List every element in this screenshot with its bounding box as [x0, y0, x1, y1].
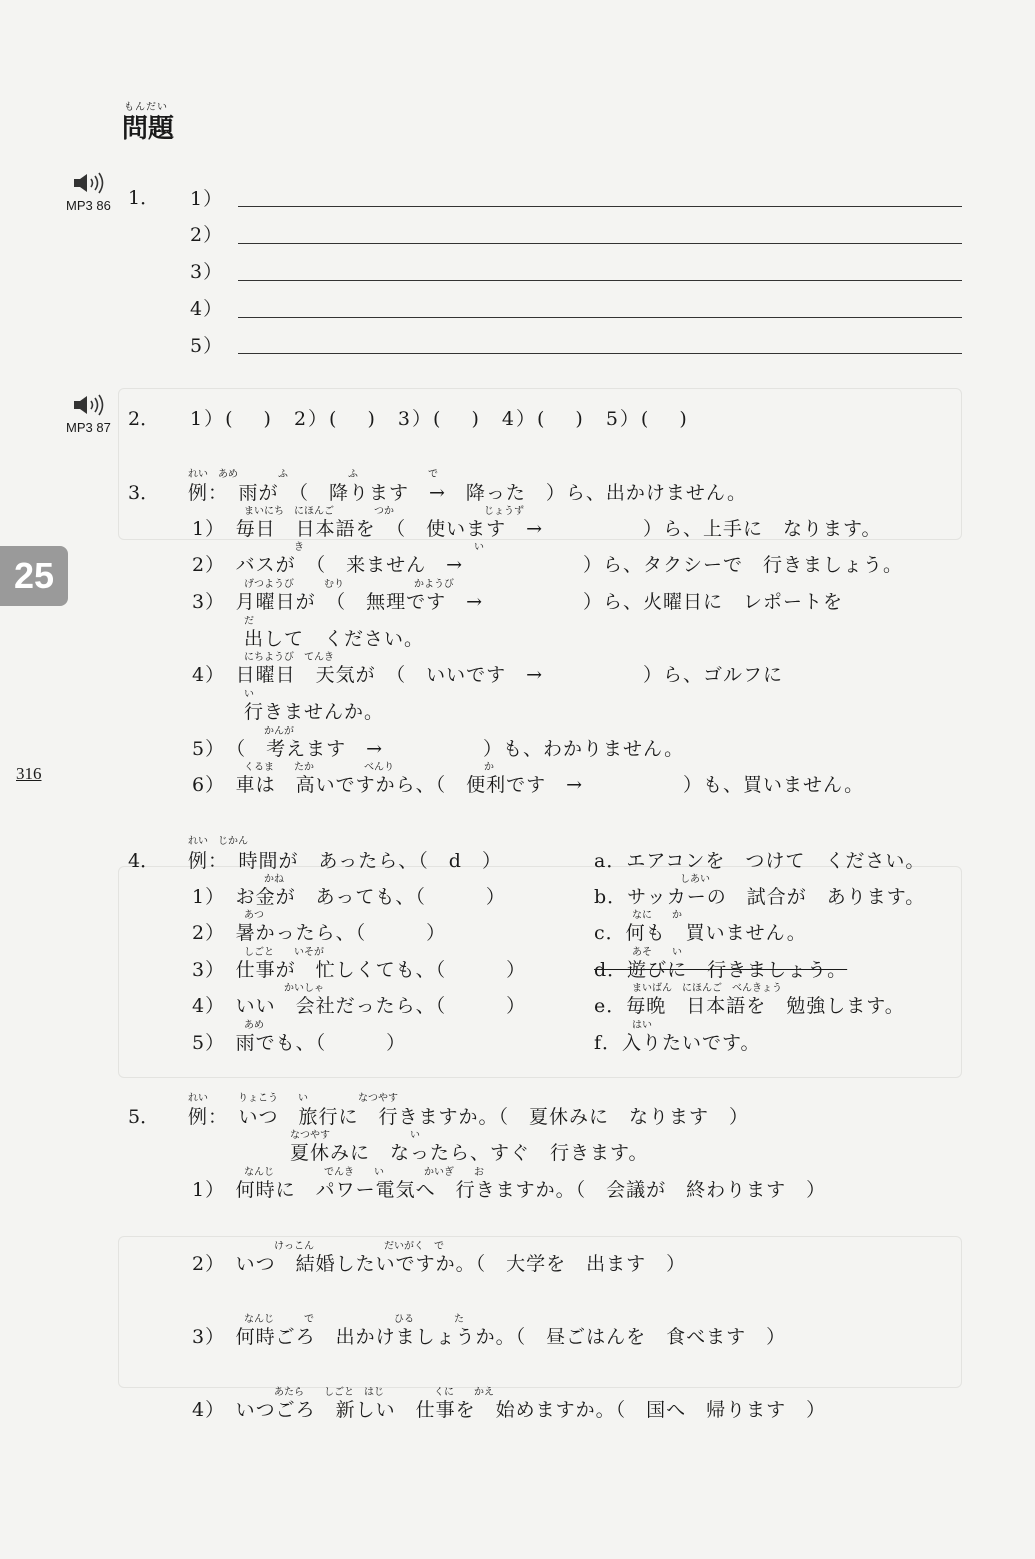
exercise-line: 4） 日曜日 天気が （ いいです → ）ら、ゴルフに [192, 664, 784, 686]
furigana: あそ い [632, 947, 682, 958]
exercise-line: 行きませんか。 [244, 701, 385, 723]
answer-item-label: 4） [190, 298, 224, 320]
exercise-line: 1） 毎日 日本語を （ 使います → ）ら、上手に なります。 [192, 518, 882, 540]
page-title: 問題 [122, 114, 175, 144]
speaker-icon[interactable] [72, 172, 112, 194]
furigana: はい [632, 1020, 652, 1031]
exercise-line: 2） バスが （ 来ません → ）ら、タクシーで 行きましょう。 [192, 554, 904, 576]
furigana: しあい [620, 874, 710, 885]
match-left-item: 例： 時間が あったら、（ d ） [188, 850, 502, 872]
answer-item-label: 3） [190, 261, 224, 283]
question-number: 1． [128, 187, 160, 209]
match-right-item: b．サッカーの 試合が あります。 [594, 886, 926, 908]
question-number: 3． [128, 482, 160, 504]
furigana: げつようび むり かようび [244, 579, 454, 590]
furigana: けっこん だいがく で [244, 1241, 444, 1252]
furigana: あつ [244, 910, 264, 921]
chapter-tab: 25 [0, 546, 68, 606]
match-left-item: 1） お金が あっても、（ ） [192, 886, 506, 908]
furigana: あめ [244, 1020, 264, 1031]
furigana: かんが [244, 726, 294, 737]
speaker-icon[interactable] [72, 394, 112, 416]
furigana: なつやす い [290, 1130, 420, 1141]
match-right-item: c．何も 買いません。 [594, 922, 807, 944]
furigana: だ [244, 616, 254, 627]
exercise-line: 夏休みに なったら、すぐ 行きます。 [290, 1142, 649, 1164]
question-number: 2． [128, 408, 160, 430]
match-right-item: e．毎晩 日本語を 勉強します。 [594, 995, 905, 1017]
match-left-item: 5） 雨でも、（ ） [192, 1032, 407, 1054]
exercise-line: 2） いつ 結婚したいですか。（ 大学を 出ます ） [192, 1253, 687, 1275]
furigana: しごと いそが [244, 947, 324, 958]
furigana: なんじ で ひる た [244, 1314, 464, 1325]
exercise-line: 例： いつ 旅行に 行きますか。（ 夏休みに なります ） [188, 1106, 750, 1128]
answer-item-label: 1） [190, 188, 224, 210]
answer-line[interactable] [238, 280, 962, 281]
audio-track-label: MP3 87 [66, 420, 111, 435]
furigana: き い [244, 542, 484, 553]
exercise-line: 1） 何時に パワー電気へ 行きますか。（ 会議が 終わります ） [192, 1179, 827, 1201]
answer-choices-row: 1）( ) 2）( ) 3）( ) 4）( ) 5）( ) [190, 408, 689, 430]
furigana: なに か [632, 910, 682, 921]
question-number: 4． [128, 850, 160, 872]
exercise-line: 6） 車は 高いですから、（ 便利です → ）も、買いません。 [192, 774, 865, 796]
match-right-item: f．入りたいです。 [594, 1032, 761, 1054]
furigana: れい あめ ふ ふ で [188, 469, 438, 480]
furigana: かね [244, 874, 284, 885]
furigana: まいにち にほんご つか じょうず [244, 506, 524, 517]
exercise-line: 4） いつごろ 新しい 仕事を 始めますか。（ 国へ 帰ります ） [192, 1399, 827, 1421]
match-left-item: 4） いい 会社だったら、（ ） [192, 995, 527, 1017]
answer-item-label: 2） [190, 224, 224, 246]
furigana: かいしゃ [244, 983, 324, 994]
match-left-item: 3） 仕事が 忙しくても、（ ） [192, 959, 527, 981]
exercise-line: 出して ください。 [244, 628, 425, 650]
exercise-line: 5） （ 考えます → ）も、わかりません。 [192, 738, 685, 760]
exercise-line: 3） 月曜日が （ 無理です → ）ら、火曜日に レポートを [192, 591, 844, 613]
answer-item-label: 5） [190, 335, 224, 357]
answer-line[interactable] [238, 206, 962, 207]
match-right-item: a．エアコンを つけて ください。 [594, 850, 926, 872]
furigana: なんじ でんき い かいぎ お [244, 1167, 484, 1178]
answer-line[interactable] [238, 353, 962, 354]
title-ruby: もんだい [124, 102, 168, 113]
audio-track-label: MP3 86 [66, 198, 111, 213]
question-number: 5． [128, 1106, 160, 1128]
match-left-item: 2） 暑かったら、（ ） [192, 922, 447, 944]
answer-line[interactable] [238, 243, 962, 244]
answer-line[interactable] [238, 317, 962, 318]
furigana: にちようび てんき [244, 652, 334, 663]
furigana: まいばん にほんご べんきょう [632, 983, 782, 994]
match-right-item-crossed: d．遊びに 行きましょう。 [594, 959, 848, 981]
furigana: あたら しごと はじ くに かえ [244, 1387, 494, 1398]
furigana: れい りょこう い なつやす [188, 1093, 398, 1104]
furigana: くるま たか べんり か [244, 762, 494, 773]
furigana: れい じかん [188, 836, 248, 847]
page-number: 316 [16, 764, 42, 783]
furigana: い [244, 689, 254, 700]
exercise-line: 例： 雨が （ 降ります → 降った ）ら、出かけません。 [188, 482, 748, 504]
exercise-line: 3） 何時ごろ 出かけましょうか。（ 昼ごはんを 食べます ） [192, 1326, 787, 1348]
